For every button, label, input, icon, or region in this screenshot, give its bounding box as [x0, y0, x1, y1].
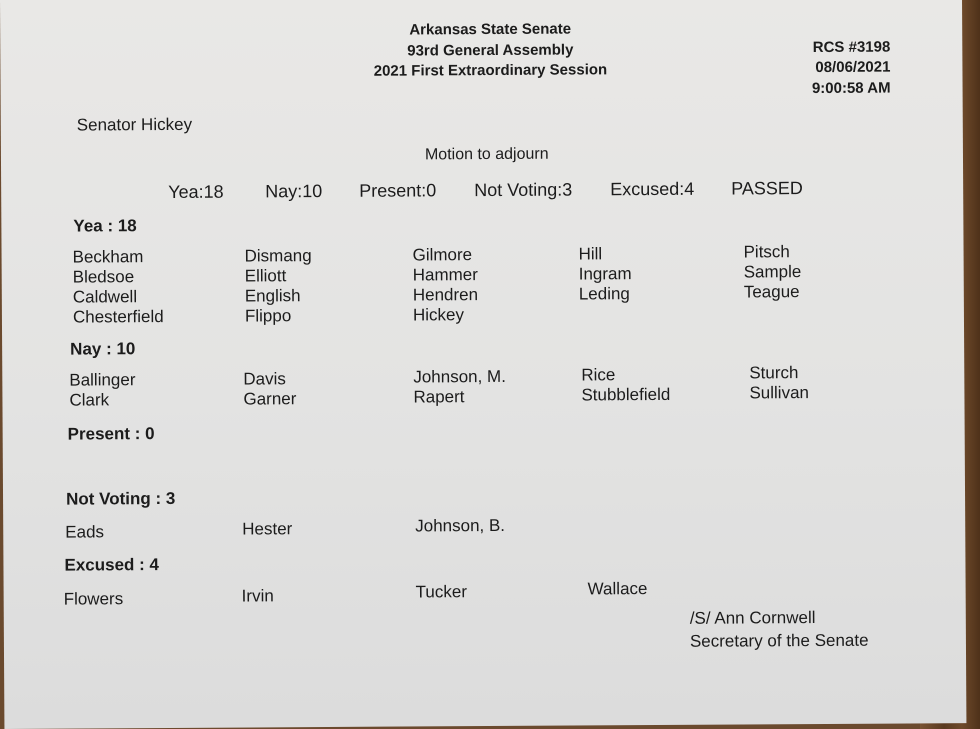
senator-name: Wallace — [587, 579, 648, 599]
vote-time: 9:00:58 AM — [811, 79, 891, 98]
signature-name: /S/ Ann Cornwell — [689, 608, 816, 628]
sponsor: Senator Hickey — [76, 114, 193, 135]
excused-heading: Excused : 4 — [64, 555, 160, 575]
yea-column-2 — [245, 246, 313, 326]
yea-column-1 — [73, 247, 164, 328]
present-heading: Present : 0 — [67, 424, 155, 444]
senator-name: Sample — [743, 262, 802, 282]
senator-name: Caldwell — [72, 287, 138, 307]
senator-name: Tucker — [415, 582, 468, 602]
rcs-number: RCS #3198 — [812, 38, 891, 57]
senator-name: Hammer — [412, 265, 478, 285]
yea-heading: Yea : 18 — [73, 216, 137, 236]
motion-title: Motion to adjourn — [424, 145, 549, 164]
nay-heading: Nay : 10 — [70, 339, 136, 359]
signature-title: Secretary of the Senate — [689, 630, 869, 651]
senator-name: Gilmore — [412, 245, 473, 265]
assembly-title: 93rd General Assembly — [407, 41, 574, 60]
senator-name: Hester — [242, 519, 293, 539]
senator-name: Bledsoe — [72, 267, 135, 287]
senator-name: Ingram — [578, 264, 632, 284]
tally-nay: Nay:10 — [265, 181, 323, 202]
senator-name: Eads — [65, 522, 105, 542]
senator-name: Pitsch — [743, 242, 790, 262]
not-voting-heading: Not Voting : 3 — [65, 488, 176, 509]
senator-name: Sullivan — [749, 383, 810, 403]
senator-name: Elliott — [244, 266, 287, 286]
senator-name: Stubblefield — [581, 384, 671, 405]
yea-column-5 — [743, 242, 801, 302]
tally-yea: Yea:18 — [168, 181, 224, 202]
senator-name: Garner — [243, 389, 297, 409]
vote-date: 08/06/2021 — [815, 58, 891, 77]
senator-name: Sturch — [749, 363, 799, 383]
tally-not-voting: Not Voting:3 — [474, 179, 573, 201]
chamber-title: Arkansas State Senate — [409, 20, 572, 39]
senator-name: Chesterfield — [72, 307, 164, 327]
senator-name: Hendren — [412, 285, 479, 305]
senator-name: Hill — [578, 244, 603, 264]
nay-column-5 — [749, 363, 809, 403]
senator-name: Ballinger — [69, 370, 136, 390]
yea-column-3 — [413, 245, 479, 325]
nay-column-3 — [413, 367, 506, 408]
nay-column-2 — [243, 369, 296, 409]
senator-name: Johnson, M. — [413, 366, 506, 387]
senator-name: Irvin — [241, 586, 274, 606]
nay-column-4 — [581, 365, 670, 406]
tally-result: PASSED — [731, 178, 803, 199]
session-title: 2021 First Extraordinary Session — [373, 61, 608, 80]
senator-name: Rice — [581, 365, 616, 385]
senator-name: English — [244, 286, 301, 306]
tally-excused: Excused:4 — [610, 178, 695, 200]
senator-name: Flowers — [63, 589, 124, 609]
senator-name: Dismang — [244, 246, 312, 266]
senator-name: Johnson, B. — [415, 515, 506, 536]
senator-name: Hickey — [412, 305, 465, 325]
senator-name: Beckham — [72, 247, 144, 267]
senator-name: Clark — [69, 390, 110, 410]
senator-name: Teague — [743, 282, 800, 302]
senator-name: Rapert — [413, 387, 465, 407]
tally-present: Present:0 — [359, 180, 437, 201]
senator-name: Davis — [243, 369, 286, 389]
senator-name: Flippo — [244, 306, 292, 326]
yea-column-4 — [579, 244, 632, 304]
nay-column-1 — [69, 370, 135, 410]
senator-name: Leding — [578, 284, 630, 304]
